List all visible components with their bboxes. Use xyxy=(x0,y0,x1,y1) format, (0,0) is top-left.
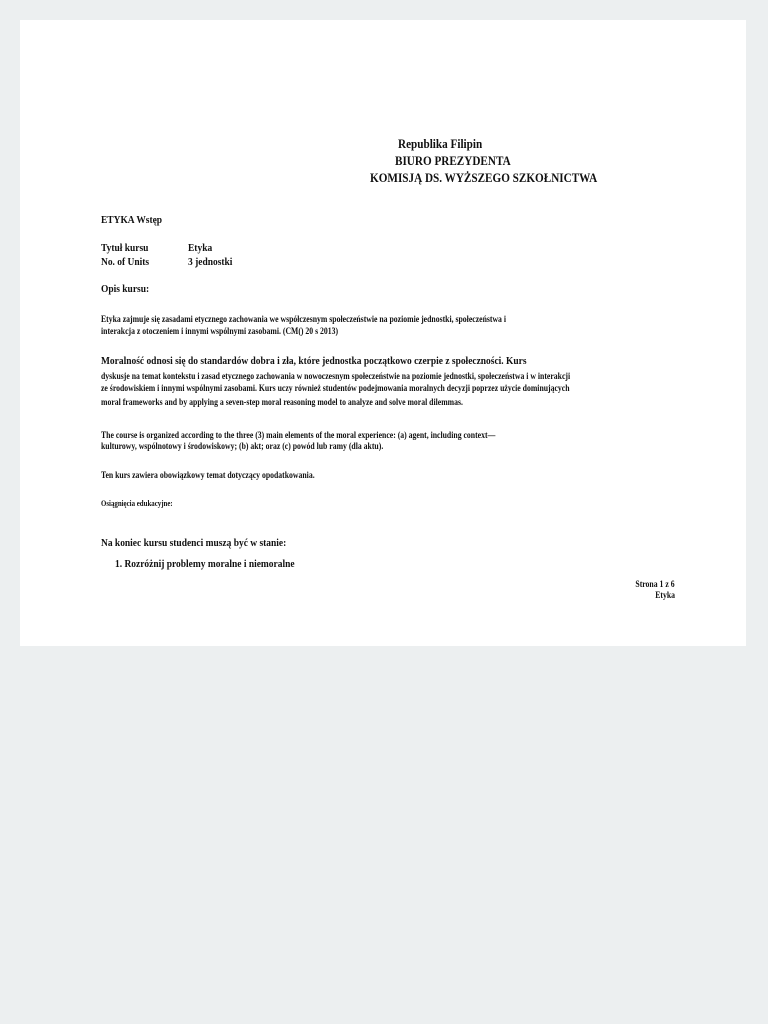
header-country: Republika Filipin xyxy=(398,136,483,151)
footer-page-number: Strona 1 z 6 xyxy=(635,579,675,589)
paragraph3-line2: kulturowy, wspólnotowy i środowiskowy; (b) akt; oraz (c) powód lub ramy (dla aktu). xyxy=(101,441,384,451)
units-label: No. of Units xyxy=(101,256,150,268)
outcomes-heading: Osiągnięcia edukacyjne: xyxy=(101,499,173,508)
description-heading: Opis kursu: xyxy=(101,283,150,295)
document-page xyxy=(20,20,746,646)
header-office: BIURO PREZYDENTA xyxy=(395,153,511,168)
footer-title: Etyka xyxy=(655,590,675,600)
paragraph2-line1: Moralność odnosi się do standardów dobra i zła, które jednostka początkowo czerpie z społeczności. Kurs xyxy=(101,355,527,367)
section-title: ETYKA Wstęp xyxy=(101,214,163,226)
header-commission: KOMISJĄ DS. WYŻSZEGO SZKOŁNICTWA xyxy=(370,170,598,185)
outcomes-intro: Na koniec kursu studenci muszą być w stanie: xyxy=(101,537,287,549)
paragraph1-line1: Etyka zajmuje się zasadami etycznego zachowania we współczesnym społeczeństwie na poziomie jednostki, społeczeństwa i xyxy=(101,314,507,324)
outcome-item: 1. Rozróżnij problemy moralne i niemoralne xyxy=(115,558,295,570)
paragraph2-line4: moral frameworks and by applying a seven-step moral reasoning model to analyze and solve moral dilemmas. xyxy=(101,397,463,407)
units-value: 3 jednostki xyxy=(188,256,233,268)
course-title-label: Tytuł kursu xyxy=(101,242,149,254)
paragraph2-line3: ze środowiskiem i innymi wspólnymi zasobami. Kurs uczy również studentów podejmowania moralnych decyzji poprzez użycie dominujących xyxy=(101,383,570,393)
paragraph1-line2: interakcja z otoczeniem i innymi wspólnymi zasobami. (CM() 20 s 2013) xyxy=(101,326,339,336)
paragraph3-line1: The course is organized according to the three (3) main elements of the moral experience: (a) agent, including context— xyxy=(101,430,496,440)
paragraph2-line2: dyskusje na temat kontekstu i zasad etycznego zachowania w nowoczesnym społeczeństwie na poziomie jednostki, społeczeństwa i w interakcji xyxy=(101,371,571,381)
course-title-value: Etyka xyxy=(188,242,213,254)
tax-note: Ten kurs zawiera obowiązkowy temat dotyczący opodatkowania. xyxy=(101,470,315,480)
